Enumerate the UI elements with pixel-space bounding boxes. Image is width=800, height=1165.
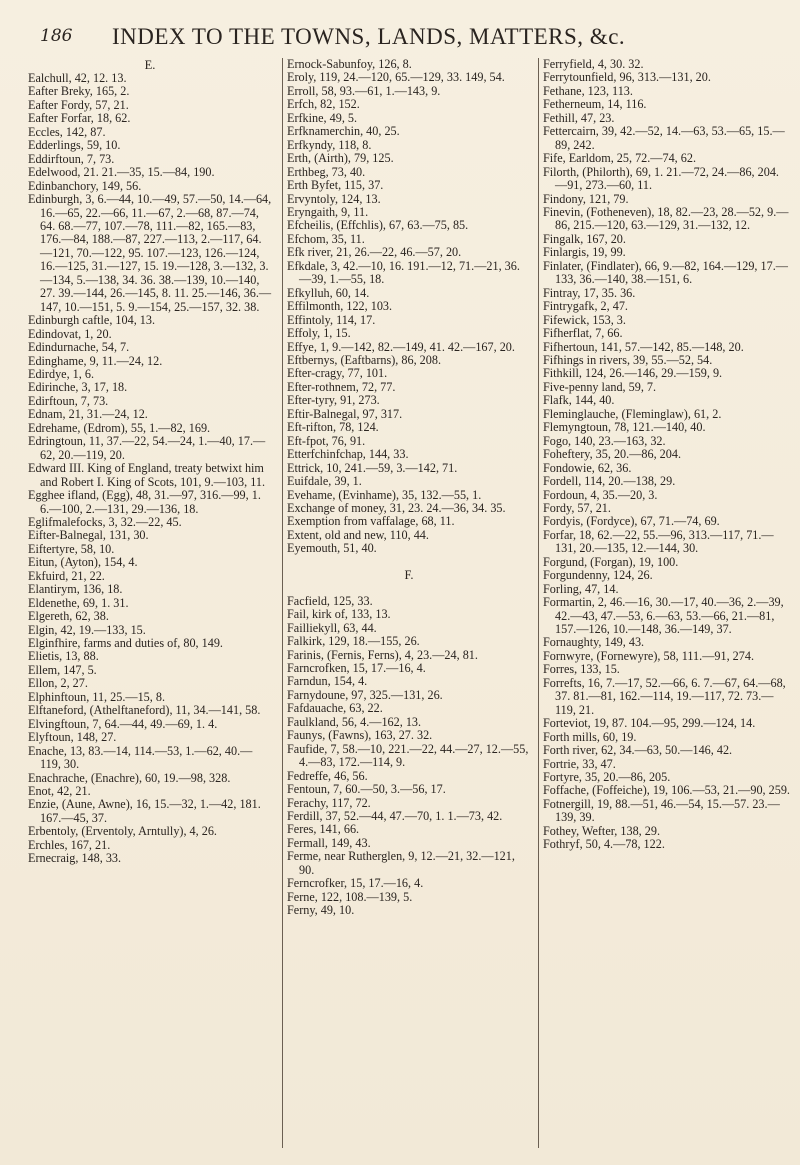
index-entry: Edrehame, (Edrom), 55, 1.—82, 169. bbox=[28, 420, 211, 435]
index-entry: Efchom, 35, 11. bbox=[287, 231, 365, 246]
index-entry: Ferme, near Rutherglen, 9, 12.—21, 32.—121, 90. bbox=[287, 849, 515, 877]
index-entry: Finlargis, 19, 99. bbox=[543, 245, 626, 260]
index-entry: Ferne, 122, 108.—139, 5. bbox=[287, 889, 413, 904]
index-entry: Efter-rothnem, 72, 77. bbox=[287, 379, 396, 394]
index-column-2 bbox=[282, 58, 531, 1148]
index-entry: Eft-fpot, 76, 91. bbox=[287, 433, 366, 448]
index-entry: Egghee ifland, (Egg), 48, 31.—97, 316.—99, 1. 6.—100, 2.—131, 29.—136, 18. bbox=[28, 488, 261, 516]
index-entry: Fleminglauche, (Fleminglaw), 61, 2. bbox=[543, 406, 722, 421]
index-entry: Feres, 141, 66. bbox=[287, 822, 360, 837]
index-entry: Edinghame, 9, 11.—24, 12. bbox=[28, 353, 163, 368]
index-entry: Forgundenny, 124, 26. bbox=[543, 568, 653, 583]
index-entry: Fingalk, 167, 20. bbox=[543, 231, 626, 246]
section-letter-f: F. bbox=[404, 568, 414, 583]
index-entry: Eiftertyre, 58, 10. bbox=[28, 541, 115, 556]
index-entry: Ferdill, 37, 52.—44, 47.—70, 1. 1.—73, 42. bbox=[287, 809, 503, 824]
index-entry: Fetherneum, 14, 116. bbox=[543, 97, 647, 112]
index-entry: Eafter Forfar, 18, 62. bbox=[28, 111, 131, 126]
index-entry: Erfkine, 49, 5. bbox=[287, 110, 358, 125]
index-entry: Fentoun, 7, 60.—50, 3.—56, 17. bbox=[287, 782, 446, 797]
index-entry: Edelwood, 21. 21.—35, 15.—84, 190. bbox=[28, 165, 215, 180]
index-entry: Foheftery, 35, 20.—86, 204. bbox=[543, 447, 681, 462]
index-entry: Elftaneford, (Athelftaneford), 11, 34.—141, 58. bbox=[28, 703, 261, 718]
index-entry: Ferryfield, 4, 30. 32. bbox=[543, 58, 644, 71]
index-entry: Fifhings in rivers, 39, 55.—52, 54. bbox=[543, 352, 713, 367]
index-entry: Ferny, 49, 10. bbox=[287, 903, 355, 918]
index-entry: Eafter Breky, 165, 2. bbox=[28, 84, 130, 99]
index-entry: Fintray, 17, 35. 36. bbox=[543, 285, 636, 300]
index-entry: Ferncrofker, 15, 17.—16, 4. bbox=[287, 876, 424, 891]
index-column-3 bbox=[538, 58, 791, 1148]
index-entry: Edinburgh, 3, 6.—44, 10.—49, 57.—50, 14.—64, 16.—65, 22.—66, 11.—67, 2.—68, 87.—74, 64. 68.—77, 107.—78, 111.—82, 165.—83, 176.—84, 188.—87, 227.—113, 2.—117, 64.—121, 70.—122, 95. 107.—123, 126.—124, 16.—125, 31.—127, 15. 19.—128, 3.—132, 3.—134, 5.—138, 34. 36. 38.—139, 10.—140, 27. 39.—144, 26.—145, 8. 11. 25.—146, 36.—147, 10.—151, 5. 9.—154, 25.—157, 32. 38. bbox=[28, 192, 272, 314]
index-entry: Erfkyndy, 118, 8. bbox=[287, 137, 372, 152]
index-entry: Fogo, 140, 23.—163, 32. bbox=[543, 433, 666, 448]
index-entry: Finlater, (Findlater), 66, 9.—82, 164.—129, 17.—133, 36.—140, 38.—151, 6. bbox=[543, 258, 788, 287]
index-entry: Erfch, 82, 152. bbox=[287, 97, 360, 112]
index-entry: Efcheilis, (Effchlis), 67, 63.—75, 85. bbox=[287, 218, 469, 233]
index-entry: Edringtoun, 11, 37.—22, 54.—24, 1.—40, 17.—62, 20.—119, 20. bbox=[28, 434, 266, 462]
index-entry: Etterfchinfchap, 144, 33. bbox=[287, 447, 409, 462]
index-entry: Ekfuird, 21, 22. bbox=[28, 568, 105, 583]
index-entry: Edinburgh caftle, 104, 13. bbox=[28, 313, 156, 328]
index-entry: Elvingftoun, 7, 64.—44, 49.—69, 1. 4. bbox=[28, 716, 218, 731]
index-entry: Fermall, 149, 43. bbox=[287, 835, 371, 850]
index-entry: Efter-cragy, 77, 101. bbox=[287, 366, 388, 381]
index-entry: Effilmonth, 122, 103. bbox=[287, 299, 393, 314]
index-entry: Fettercairn, 39, 42.—52, 14.—63, 53.—65, 15.—89, 242. bbox=[543, 124, 785, 152]
index-entry: Extent, old and new, 110, 44. bbox=[287, 527, 429, 542]
index-entry: Forgund, (Forgan), 19, 100. bbox=[543, 554, 679, 569]
index-entry: Fothey, Wefter, 138, 29. bbox=[543, 823, 660, 838]
index-entry: Fordy, 57, 21. bbox=[543, 500, 611, 515]
index-entry: Efkylluh, 60, 14. bbox=[287, 285, 370, 300]
index-entry: Fedreffe, 46, 56. bbox=[287, 768, 368, 783]
index-entry: Edderlings, 59, 10. bbox=[28, 138, 121, 153]
index-entry: Falkirk, 129, 18.—155, 26. bbox=[287, 634, 420, 649]
index-entry: Fintrygafk, 2, 47. bbox=[543, 299, 628, 314]
index-entry: Efk river, 21, 26.—22, 46.—57, 20. bbox=[287, 245, 462, 260]
index-entry: Ferrytounfield, 96, 313.—131, 20. bbox=[543, 70, 711, 85]
index-entry: Enache, 13, 83.—14, 114.—53, 1.—62, 40.—119, 30. bbox=[28, 743, 253, 772]
index-entry: Effintoly, 114, 17. bbox=[287, 312, 376, 327]
index-entry: Efkdale, 3, 42.—10, 16. 191.—12, 71.—21, 36.—39, 1.—55, 18. bbox=[287, 258, 520, 287]
index-entry: Fortyre, 35, 20.—86, 205. bbox=[543, 770, 671, 785]
index-entry: Flafk, 144, 40. bbox=[543, 393, 615, 408]
index-entry: Fethane, 123, 113. bbox=[543, 83, 633, 98]
index-entry: Farinis, (Fernis, Ferns), 4, 23.—24, 81. bbox=[287, 647, 478, 662]
index-entry: Forfar, 18, 62.—22, 55.—96, 313.—117, 71.—131, 20.—135, 12.—144, 30. bbox=[543, 527, 774, 556]
index-entry: Enot, 42, 21. bbox=[28, 784, 91, 799]
index-entry: Edirdye, 1, 6. bbox=[28, 366, 95, 381]
index-entry: Efter-tyry, 91, 273. bbox=[287, 393, 380, 408]
index-entry: Fortrie, 33, 47. bbox=[543, 756, 616, 771]
index-entry: Eftbernys, (Eaftbarns), 86, 208. bbox=[287, 352, 441, 367]
index-entry: Fifewick, 153, 3. bbox=[543, 312, 626, 327]
index-entry: Effoly, 1, 15. bbox=[287, 326, 351, 341]
index-entry: Edward III. King of England, treaty betwixt him and Robert I. King of Scots, 101, 9.—103, 11. bbox=[28, 461, 265, 489]
index-entry: Fethill, 47, 23. bbox=[543, 110, 615, 125]
page-number: 186 bbox=[40, 26, 73, 46]
index-entry: Farncrofken, 15, 17.—16, 4. bbox=[287, 661, 426, 676]
index-entry: Fafdauache, 63, 22. bbox=[287, 701, 383, 716]
index-entry: Flemyngtoun, 78, 121.—140, 40. bbox=[543, 420, 706, 435]
index-entry: Farndun, 154, 4. bbox=[287, 674, 368, 689]
page-header bbox=[40, 18, 770, 54]
index-entry: Failliekyll, 63, 44. bbox=[287, 620, 377, 635]
index-entry: Fothryf, 50, 4.—78, 122. bbox=[543, 837, 665, 852]
index-entry: Edirinche, 3, 17, 18. bbox=[28, 380, 128, 395]
index-entry: Eftir-Balnegal, 97, 317. bbox=[287, 406, 403, 421]
index-entry: Ernock-Sabunfoy, 126, 8. bbox=[287, 58, 412, 71]
index-entry: Enachrache, (Enachre), 60, 19.—98, 328. bbox=[28, 770, 231, 785]
index-entry: Eyemouth, 51, 40. bbox=[287, 541, 377, 556]
index-entry: Eryngaith, 9, 11. bbox=[287, 204, 369, 219]
index-entry: Erroll, 58, 93.—61, 1.—143, 9. bbox=[287, 83, 441, 98]
index-entry: Eitun, (Ayton), 154, 4. bbox=[28, 555, 138, 570]
index-entry: Elgin, 42, 19.—133, 15. bbox=[28, 622, 146, 637]
index-entry: Five-penny land, 59, 7. bbox=[543, 379, 657, 394]
index-entry: Eroly, 119, 24.—120, 65.—129, 33. 149, 54. bbox=[287, 70, 505, 85]
index-entry: Ealchull, 42, 12. 13. bbox=[28, 71, 127, 85]
index-entry: Ferachy, 117, 72. bbox=[287, 795, 371, 810]
index-entry: Fordell, 114, 20.—138, 29. bbox=[543, 474, 676, 489]
index-entry: Forres, 133, 15. bbox=[543, 662, 620, 677]
index-entry: Fifherflat, 7, 66. bbox=[543, 326, 623, 341]
index-entry: Eddirftoun, 7, 73. bbox=[28, 151, 115, 166]
index-entry: Forteviot, 19, 87. 104.—95, 299.—124, 14. bbox=[543, 716, 756, 731]
index-column-1 bbox=[28, 58, 272, 1148]
index-entry: Erthbeg, 73, 40. bbox=[287, 164, 366, 179]
running-title: INDEX TO THE TOWNS, LANDS, MATTERS, &c. bbox=[112, 24, 626, 49]
index-entry: Fife, Earldom, 25, 72.—74, 62. bbox=[543, 151, 697, 166]
index-entry: Eglifmalefocks, 3, 32.—22, 45. bbox=[28, 514, 182, 529]
index-entry: Elietis, 13, 88. bbox=[28, 649, 99, 664]
index-entry: Fordyis, (Fordyce), 67, 71.—74, 69. bbox=[543, 514, 720, 529]
index-entry: Fornaughty, 149, 43. bbox=[543, 635, 645, 650]
index-entry: Forling, 47, 14. bbox=[543, 581, 619, 596]
index-entry: Eafter Fordy, 57, 21. bbox=[28, 97, 129, 112]
index-entry: Erfknamerchin, 40, 25. bbox=[287, 124, 400, 139]
index-entry: Edinbanchory, 149, 56. bbox=[28, 178, 142, 193]
index-entry: Effye, 1, 9.—142, 82.—149, 41. 42.—167, 20. bbox=[287, 339, 515, 354]
index-entry: Forrefts, 16, 7.—17, 52.—66, 6. 7.—67, 64.—68, 37. 81.—81, 162.—114, 19.—117, 72. 73.—119, 21. bbox=[543, 675, 786, 717]
index-entry: Ervyntoly, 124, 13. bbox=[287, 191, 381, 206]
index-entry: Facfield, 125, 33. bbox=[287, 593, 373, 608]
index-entry: Enzie, (Aune, Awne), 16, 15.—32, 1.—42, 181. 167.—45, 37. bbox=[28, 797, 261, 825]
section-letter-e: E. bbox=[144, 58, 156, 72]
index-entry: Elginfhire, farms and duties of, 80, 149. bbox=[28, 636, 223, 651]
index-entry: Faulkland, 56, 4.—162, 13. bbox=[287, 714, 422, 729]
index-entry: Edindovat, 1, 20. bbox=[28, 326, 112, 341]
index-entry: Ettrick, 10, 241.—59, 3.—142, 71. bbox=[287, 460, 458, 475]
index-entry: Erchles, 167, 21. bbox=[28, 837, 111, 852]
index-entry: Elgereth, 62, 38. bbox=[28, 609, 109, 624]
index-entry: Exemption from vaffalage, 68, 11. bbox=[287, 514, 455, 529]
index-entry: Findony, 121, 79. bbox=[543, 191, 629, 206]
index-entry: Fotnergill, 19, 88.—51, 46.—54, 15.—57. 23.—139, 39. bbox=[543, 796, 780, 825]
index-entry: Ednam, 21, 31.—24, 12. bbox=[28, 407, 148, 422]
index-entry: Ellem, 147, 5. bbox=[28, 662, 97, 677]
index-entry: Fondowie, 62, 36. bbox=[543, 460, 632, 475]
index-entry: Ernecraig, 148, 33. bbox=[28, 851, 122, 866]
index-entry: Exchange of money, 31, 23. 24.—36, 34. 35. bbox=[287, 500, 506, 515]
index-entry: Finevin, (Fotheneven), 18, 82.—23, 28.—52, 9.—86, 215.—120, 63.—129, 31.—132, 12. bbox=[543, 204, 789, 233]
index-entry: Erbentoly, (Erventoly, Arntully), 4, 26. bbox=[28, 824, 217, 839]
index-entry: Fornwyre, (Fornewyre), 58, 111.—91, 274. bbox=[543, 648, 754, 663]
index-entry: Eft-rifton, 78, 124. bbox=[287, 420, 379, 435]
index-columns bbox=[28, 58, 790, 1148]
index-entry: Erth, (Airth), 79, 125. bbox=[287, 151, 394, 166]
index-entry: Forth river, 62, 34.—63, 50.—146, 42. bbox=[543, 743, 733, 758]
index-entry: Elantirym, 136, 18. bbox=[28, 582, 123, 597]
index-entry: Elyftoun, 148, 27. bbox=[28, 730, 117, 745]
index-entry: Eccles, 142, 87. bbox=[28, 124, 106, 139]
index-entry: Faunys, (Fawns), 163, 27. 32. bbox=[287, 728, 433, 743]
index-entry: Filorth, (Philorth), 69, 1. 21.—72, 24.—86, 204.—91, 273.—60, 11. bbox=[543, 164, 779, 193]
index-entry: Elphinftoun, 11, 25.—15, 8. bbox=[28, 689, 165, 704]
index-entry: Forth mills, 60, 19. bbox=[543, 729, 637, 744]
index-entry: Evehame, (Evinhame), 35, 132.—55, 1. bbox=[287, 487, 482, 502]
index-entry: Edirftoun, 7, 73. bbox=[28, 393, 109, 408]
index-entry: Fordoun, 4, 35.—20, 3. bbox=[543, 487, 658, 502]
index-entry: Eldenethe, 69, 1. 31. bbox=[28, 595, 129, 610]
index-entry: Farnydoune, 97, 325.—131, 26. bbox=[287, 687, 443, 702]
index-entry: Foffache, (Foffeiche), 19, 106.—53, 21.—90, 259. bbox=[543, 783, 790, 798]
index-entry: Faufide, 7, 58.—10, 221.—22, 44.—27, 12.—55, 4.—83, 172.—114, 9. bbox=[287, 741, 529, 770]
index-entry: Fithkill, 124, 26.—146, 29.—159, 9. bbox=[543, 366, 723, 381]
index-entry: Fifhertoun, 141, 57.—142, 85.—148, 20. bbox=[543, 339, 744, 354]
index-entry: Euifdale, 39, 1. bbox=[287, 474, 362, 489]
index-entry: Fail, kirk of, 133, 13. bbox=[287, 607, 391, 622]
index-entry: Formartin, 2, 46.—16, 30.—17, 40.—36, 2.—39, 42.—43, 47.—53, 6.—63, 53.—66, 21.—81, 157.—126, 10.—148, 36.—149, 37. bbox=[543, 595, 784, 637]
index-entry: Eifter-Balnegal, 131, 30. bbox=[28, 528, 149, 543]
index-entry: Ellon, 2, 27. bbox=[28, 676, 88, 691]
index-entry: Edindurnache, 54, 7. bbox=[28, 340, 130, 355]
index-entry: Erth Byfet, 115, 37. bbox=[287, 178, 384, 193]
